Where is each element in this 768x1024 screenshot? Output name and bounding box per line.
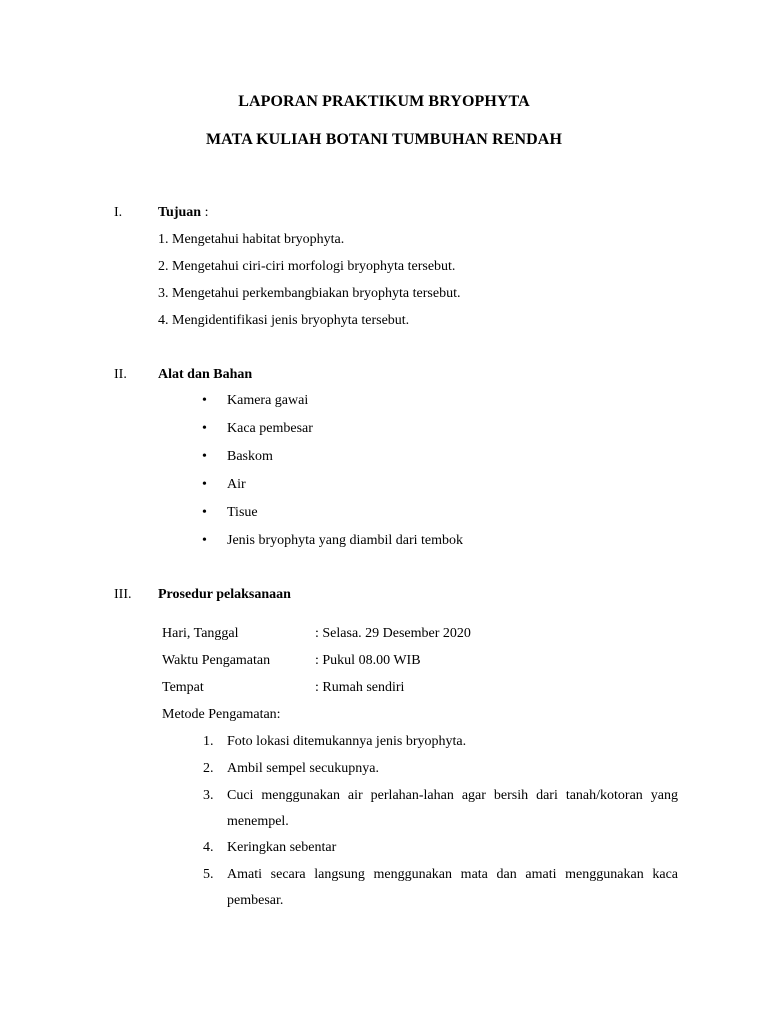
section-numeral: II. — [114, 367, 127, 382]
info-value: : Rumah sendiri — [315, 680, 405, 695]
list-item: Baskom — [227, 449, 273, 464]
step-number: 5. — [203, 867, 214, 882]
document-title: LAPORAN PRAKTIKUM BRYOPHYTA — [238, 93, 530, 110]
info-label: Tempat — [162, 680, 204, 695]
step-number: 1. — [203, 734, 214, 749]
list-item: 3. Mengetahui perkembangbiakan bryophyta tersebut. — [158, 286, 461, 301]
list-item: Air — [227, 477, 246, 492]
bullet-icon: • — [202, 477, 207, 492]
step-text: Cuci menggunakan air perlahan-lahan agar bersih dari tanah/kotoran yang — [227, 788, 678, 803]
list-item: 1. Mengetahui habitat bryophyta. — [158, 232, 345, 247]
info-value: : Selasa. 29 Desember 2020 — [315, 626, 471, 641]
list-item: Jenis bryophyta yang diambil dari tembok — [227, 533, 464, 548]
step-text: Amati secara langsung menggunakan mata dan amati menggunakan kaca — [227, 867, 678, 882]
list-item: 4. Mengidentifikasi jenis bryophyta tersebut. — [158, 313, 410, 328]
section-heading-alat: Alat dan Bahan — [158, 367, 253, 382]
document-subtitle: MATA KULIAH BOTANI TUMBUHAN RENDAH — [205, 131, 563, 148]
section-heading-prosedur: Prosedur pelaksanaan — [158, 587, 291, 602]
section-numeral: III. — [114, 587, 132, 602]
bullet-icon: • — [202, 533, 207, 548]
step-text: Foto lokasi ditemukannya jenis bryophyta. — [227, 734, 467, 749]
list-item: Kamera gawai — [227, 393, 309, 408]
info-label: Hari, Tanggal — [162, 626, 239, 641]
method-label: Metode Pengamatan: — [162, 707, 281, 722]
heading-suffix: : — [201, 205, 209, 220]
bullet-icon: • — [202, 421, 207, 436]
step-number: 3. — [203, 788, 214, 803]
section-heading-tujuan — [158, 204, 208, 222]
step-number: 2. — [203, 761, 214, 776]
list-item: 2. Mengetahui ciri-ciri morfologi bryophyta tersebut. — [158, 259, 456, 274]
step-text: Keringkan sebentar — [227, 840, 337, 855]
list-item: Tisue — [227, 505, 258, 520]
bullet-icon: • — [202, 505, 207, 520]
section-numeral: I. — [114, 205, 123, 220]
list-item: Kaca pembesar — [227, 421, 313, 436]
step-text-continuation: pembesar. — [227, 893, 284, 908]
heading-text: Tujuan — [158, 205, 202, 220]
info-label: Waktu Pengamatan — [162, 653, 271, 668]
info-value: : Pukul 08.00 WIB — [315, 653, 421, 668]
bullet-icon: • — [202, 393, 207, 408]
bullet-icon: • — [202, 449, 207, 464]
step-text: Ambil sempel secukupnya. — [227, 761, 380, 776]
step-number: 4. — [203, 840, 214, 855]
step-text-continuation: menempel. — [227, 814, 289, 829]
